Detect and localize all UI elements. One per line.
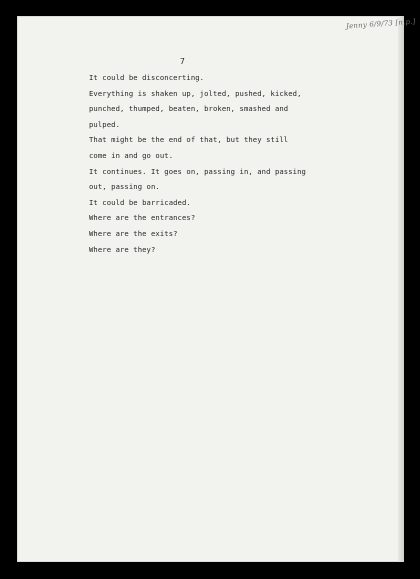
text-line: It could be disconcerting. <box>89 73 205 82</box>
text-line: pulped. <box>89 119 120 129</box>
handwritten-annotation: Jenny 6/9/73 [n.p.] <box>345 17 416 31</box>
page-number: 7 <box>180 57 185 66</box>
text-line: Where are the entrances? <box>89 213 196 223</box>
text-line: Where are they? <box>89 244 156 254</box>
text-line: Everything is shaken up, jolted, pushed, kicked, <box>89 88 302 98</box>
typed-text-block <box>89 70 349 257</box>
page-edge <box>398 16 404 562</box>
text-line: out, passing on. <box>89 182 160 192</box>
text-line: That might be the end of that, but they still <box>89 135 289 145</box>
text-line: It could be barricaded. <box>89 197 191 207</box>
text-line: Where are the exits? <box>89 228 178 238</box>
text-line: punched, thumped, beaten, broken, smashed and <box>89 104 289 114</box>
text-line: It continues. It goes on, passing in, and passing <box>89 166 306 176</box>
text-line: come in and go out. <box>89 150 174 160</box>
